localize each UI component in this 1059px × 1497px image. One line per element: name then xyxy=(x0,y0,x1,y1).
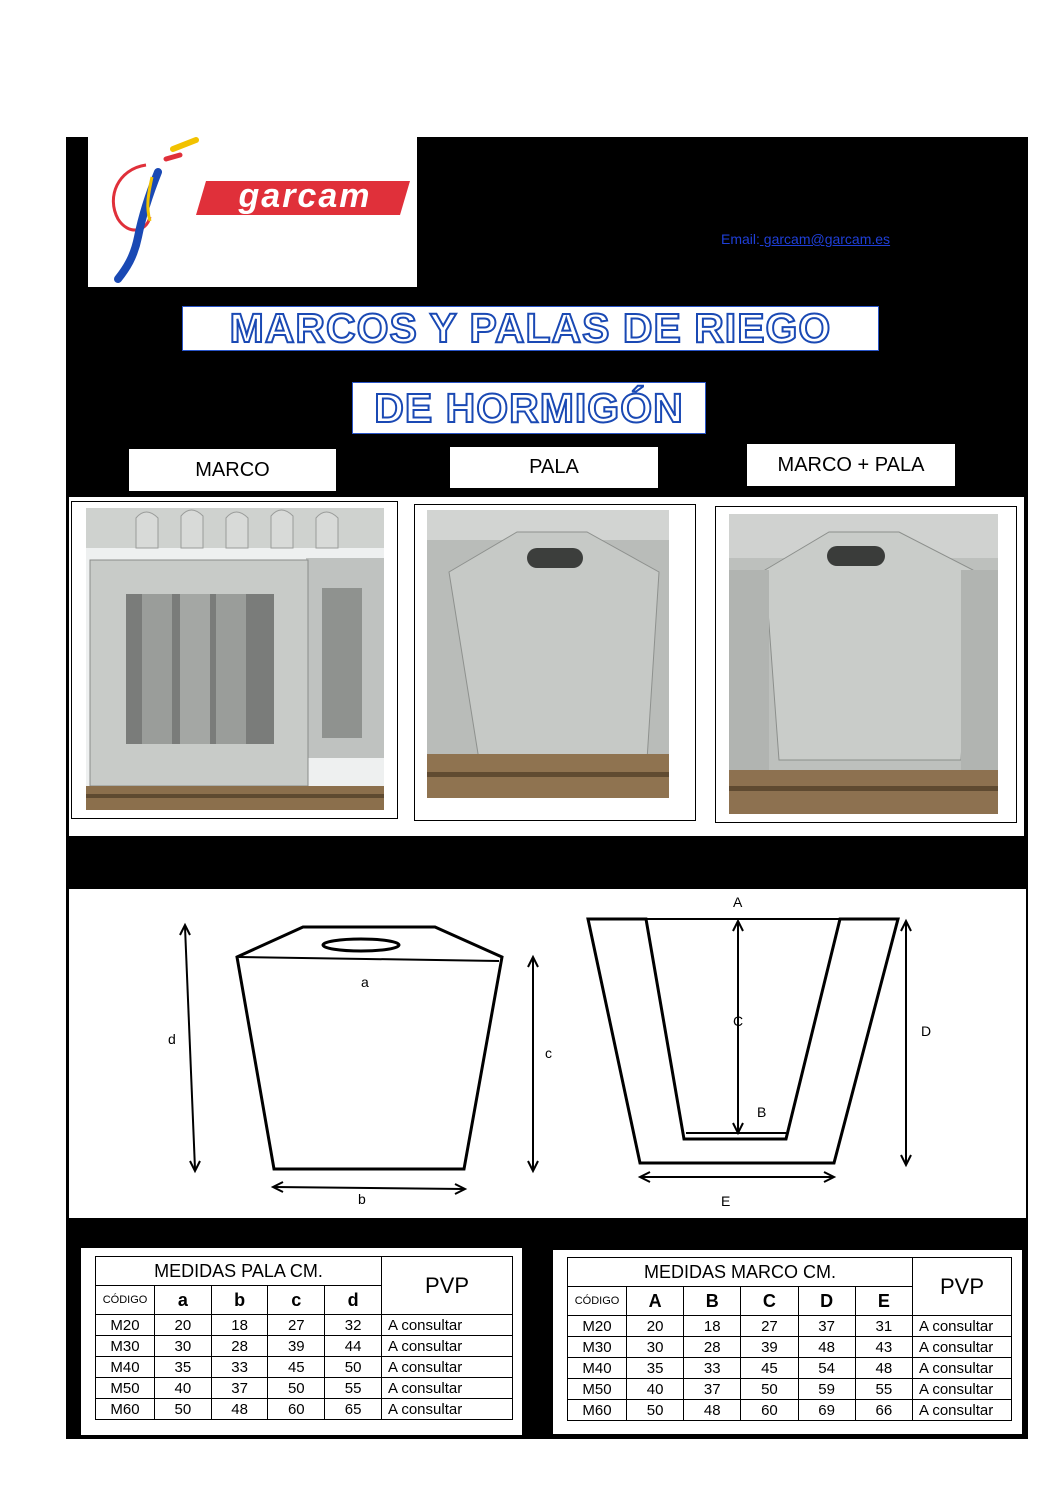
marco-label-A: A xyxy=(733,894,743,910)
cell: 48 xyxy=(855,1358,912,1379)
cell: 32 xyxy=(325,1315,382,1336)
cell: 45 xyxy=(741,1358,798,1379)
cell: 59 xyxy=(798,1379,855,1400)
title-line-1-box xyxy=(182,306,879,351)
cell: 39 xyxy=(268,1336,325,1357)
marco-label-D: D xyxy=(921,1023,932,1039)
cell: 40 xyxy=(627,1379,684,1400)
pala-col-b: b xyxy=(211,1286,268,1315)
marco-col-E: E xyxy=(855,1287,912,1316)
email-line xyxy=(721,231,890,247)
cell: A consultar xyxy=(913,1316,1012,1337)
cell: 65 xyxy=(325,1399,382,1420)
cell: 27 xyxy=(741,1316,798,1337)
pala-label-b: b xyxy=(358,1191,366,1207)
cell: 37 xyxy=(798,1316,855,1337)
marco-table-title: MEDIDAS MARCO CM. xyxy=(568,1258,913,1287)
cell: 54 xyxy=(798,1358,855,1379)
cell: 40 xyxy=(155,1378,212,1399)
cell: A consultar xyxy=(913,1337,1012,1358)
table-row xyxy=(96,1336,513,1357)
marco-label-E: E xyxy=(721,1193,731,1209)
marco-col-D: D xyxy=(798,1287,855,1316)
cell: 30 xyxy=(627,1337,684,1358)
cell: 20 xyxy=(627,1316,684,1337)
cell: 50 xyxy=(741,1379,798,1400)
pala-col-a: a xyxy=(155,1286,212,1315)
cell: 31 xyxy=(855,1316,912,1337)
cell: A consultar xyxy=(382,1357,513,1378)
pala-table-title: MEDIDAS PALA CM. xyxy=(96,1257,382,1286)
cell: 28 xyxy=(684,1337,741,1358)
email-link[interactable]: garcam@garcam.es xyxy=(759,231,891,247)
cell: 45 xyxy=(268,1357,325,1378)
pala-label-d: d xyxy=(168,1031,176,1047)
cell: 20 xyxy=(155,1315,212,1336)
cell: A consultar xyxy=(913,1379,1012,1400)
cell: 55 xyxy=(855,1379,912,1400)
pala-table-pvp: PVP xyxy=(382,1257,513,1315)
pala-label-c: c xyxy=(545,1045,552,1061)
table-row xyxy=(568,1316,1012,1337)
table-row xyxy=(568,1400,1012,1421)
cell: 48 xyxy=(211,1399,268,1420)
logo xyxy=(88,137,417,287)
page-title-line-2: DE HORMIGÓN xyxy=(374,384,684,431)
cell: 50 xyxy=(627,1400,684,1421)
cell: 55 xyxy=(325,1378,382,1399)
cell: 39 xyxy=(741,1337,798,1358)
logo-text: garcam xyxy=(238,177,372,215)
cell: 35 xyxy=(627,1358,684,1379)
marco-col-A: A xyxy=(627,1287,684,1316)
table-row xyxy=(96,1378,513,1399)
cell: M50 xyxy=(96,1378,155,1399)
cell: 60 xyxy=(741,1400,798,1421)
page-title-line-1: MARCOS Y PALAS DE RIEGO xyxy=(229,305,832,351)
cell: M60 xyxy=(568,1400,627,1421)
cell: M40 xyxy=(96,1357,155,1378)
cell: 43 xyxy=(855,1337,912,1358)
marco-col-C: C xyxy=(741,1287,798,1316)
cell: 60 xyxy=(268,1399,325,1420)
cell: M50 xyxy=(568,1379,627,1400)
cell: 18 xyxy=(684,1316,741,1337)
pala-col-d: d xyxy=(325,1286,382,1315)
cell: 50 xyxy=(155,1399,212,1420)
pala-diagram xyxy=(69,889,549,1218)
cell: M20 xyxy=(568,1316,627,1337)
cell: A consultar xyxy=(382,1378,513,1399)
cell: 30 xyxy=(155,1336,212,1357)
pala-col-codigo: CÓDIGO xyxy=(96,1286,155,1315)
cell: M60 xyxy=(96,1399,155,1420)
cell: 50 xyxy=(325,1357,382,1378)
cell: 35 xyxy=(155,1357,212,1378)
title-line-2-box xyxy=(352,382,706,434)
cell: M30 xyxy=(96,1336,155,1357)
cell: 18 xyxy=(211,1315,268,1336)
table-row xyxy=(96,1399,513,1420)
cell: A consultar xyxy=(382,1399,513,1420)
email-label: Email: xyxy=(721,231,760,247)
cell: 66 xyxy=(855,1400,912,1421)
table-row xyxy=(568,1358,1012,1379)
cell: 27 xyxy=(268,1315,325,1336)
cell: A consultar xyxy=(913,1400,1012,1421)
photo-marco-pala xyxy=(729,514,998,814)
marco-table xyxy=(567,1257,1012,1421)
marco-col-codigo: CÓDIGO xyxy=(568,1287,627,1316)
cell: 50 xyxy=(268,1378,325,1399)
cell: 69 xyxy=(798,1400,855,1421)
label-marco: MARCO xyxy=(129,449,336,491)
cell: 44 xyxy=(325,1336,382,1357)
cell: A consultar xyxy=(913,1358,1012,1379)
table-row xyxy=(96,1315,513,1336)
cell: A consultar xyxy=(382,1336,513,1357)
label-marco-pala: MARCO + PALA xyxy=(747,444,955,486)
cell: 33 xyxy=(211,1357,268,1378)
table-row xyxy=(96,1357,513,1378)
table-row xyxy=(568,1337,1012,1358)
cell: 33 xyxy=(684,1358,741,1379)
marco-label-C: C xyxy=(733,1013,744,1029)
cell: M30 xyxy=(568,1337,627,1358)
pala-col-c: c xyxy=(268,1286,325,1315)
marco-label-B: B xyxy=(757,1104,767,1120)
pala-label-a: a xyxy=(361,974,369,990)
photo-marco xyxy=(86,508,384,810)
cell: 37 xyxy=(211,1378,268,1399)
cell: 28 xyxy=(211,1336,268,1357)
cell: A consultar xyxy=(382,1315,513,1336)
marco-table-pvp: PVP xyxy=(913,1258,1012,1316)
label-pala: PALA xyxy=(450,447,658,488)
cell: 37 xyxy=(684,1379,741,1400)
cell: 48 xyxy=(798,1337,855,1358)
marco-diagram xyxy=(560,889,980,1218)
photo-pala xyxy=(427,510,669,798)
pala-table xyxy=(95,1256,513,1420)
marco-col-B: B xyxy=(684,1287,741,1316)
cell: M20 xyxy=(96,1315,155,1336)
table-row xyxy=(568,1379,1012,1400)
cell: M40 xyxy=(568,1358,627,1379)
cell: 48 xyxy=(684,1400,741,1421)
